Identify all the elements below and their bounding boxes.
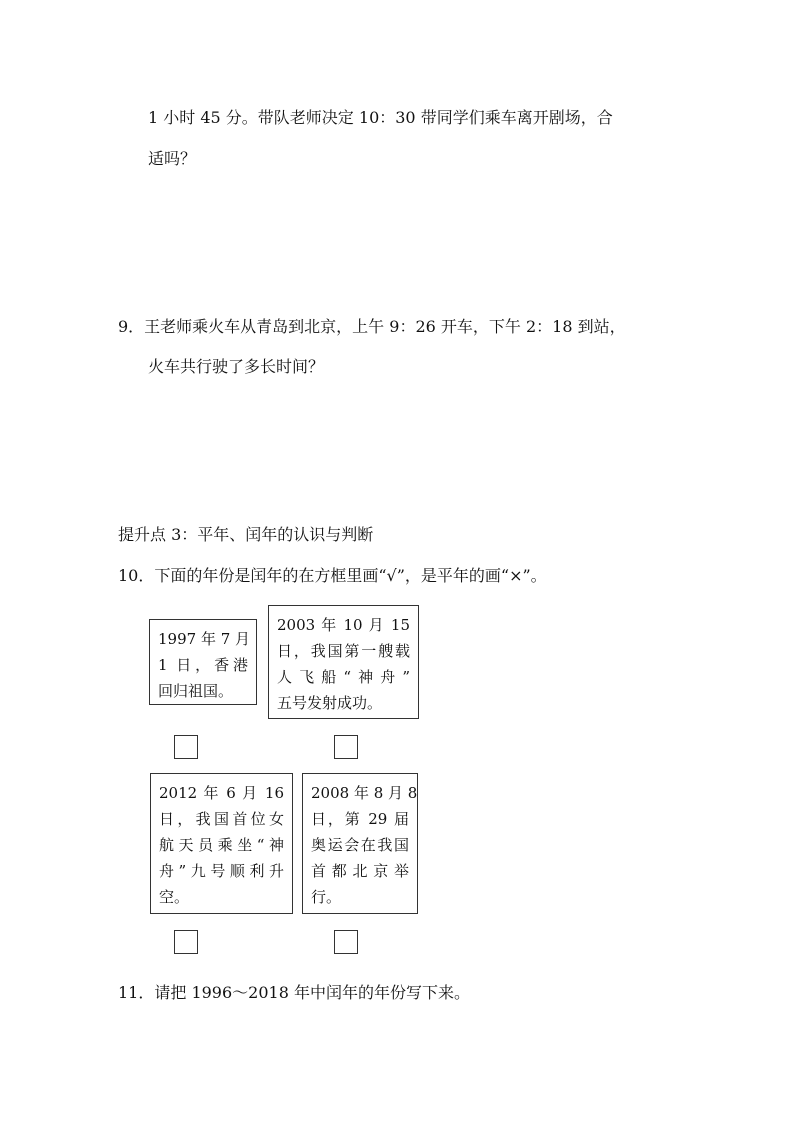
event-card-2008 xyxy=(302,773,418,914)
q8-text-line1: 1 小时 45 分。带队老师决定 10：30 带同学们乘车离开剧场，合 xyxy=(148,108,613,127)
answer-checkbox-2012[interactable] xyxy=(174,930,198,954)
card-line: 回归祖国。 xyxy=(158,682,234,700)
answer-checkbox-2003[interactable] xyxy=(334,735,358,759)
card-line: 1 日，香港 xyxy=(158,656,248,674)
card-line: 日，第 29 届 xyxy=(311,810,409,828)
event-card-2003 xyxy=(268,605,419,719)
card-line: 舟”九号顺利升 xyxy=(159,862,284,880)
card-line: 2012 年 6 月 16 xyxy=(159,784,284,802)
section-title: 提升点 3：平年、闰年的认识与判断 xyxy=(118,525,374,544)
card-line: 日，我国首位女 xyxy=(159,810,284,828)
q10-question: 10．下面的年份是闰年的在方框里画“√”，是平年的画“×”。 xyxy=(118,566,547,585)
card-line: 首都北京举 xyxy=(311,862,409,880)
card-line: 日，我国第一艘载 xyxy=(277,642,410,660)
q8-text-line2: 适吗？ xyxy=(148,149,197,168)
event-card-2012 xyxy=(150,773,293,914)
q9-text-line2: 火车共行驶了多长时间？ xyxy=(148,357,325,376)
card-line: 奥运会在我国 xyxy=(311,836,409,854)
event-card-1997 xyxy=(149,619,257,705)
card-line: 2008 年 8 月 8 xyxy=(311,784,418,802)
card-line: 航天员乘坐“神 xyxy=(159,836,284,854)
card-line: 行。 xyxy=(311,888,342,906)
card-line: 2003 年 10 月 15 xyxy=(277,616,410,634)
q9-text-line1: 9．王老师乘火车从青岛到北京，上午 9：26 开车，下午 2：18 到站， xyxy=(118,317,626,336)
card-line: 1997 年 7 月 xyxy=(158,630,251,648)
card-line: 空。 xyxy=(159,888,190,906)
card-line: 五号发射成功。 xyxy=(277,694,383,712)
q11-question: 11．请把 1996～2018 年中闰年的年份写下来。 xyxy=(118,983,470,1002)
answer-checkbox-1997[interactable] xyxy=(174,735,198,759)
answer-checkbox-2008[interactable] xyxy=(334,930,358,954)
card-line: 人飞船“神舟” xyxy=(277,668,410,686)
